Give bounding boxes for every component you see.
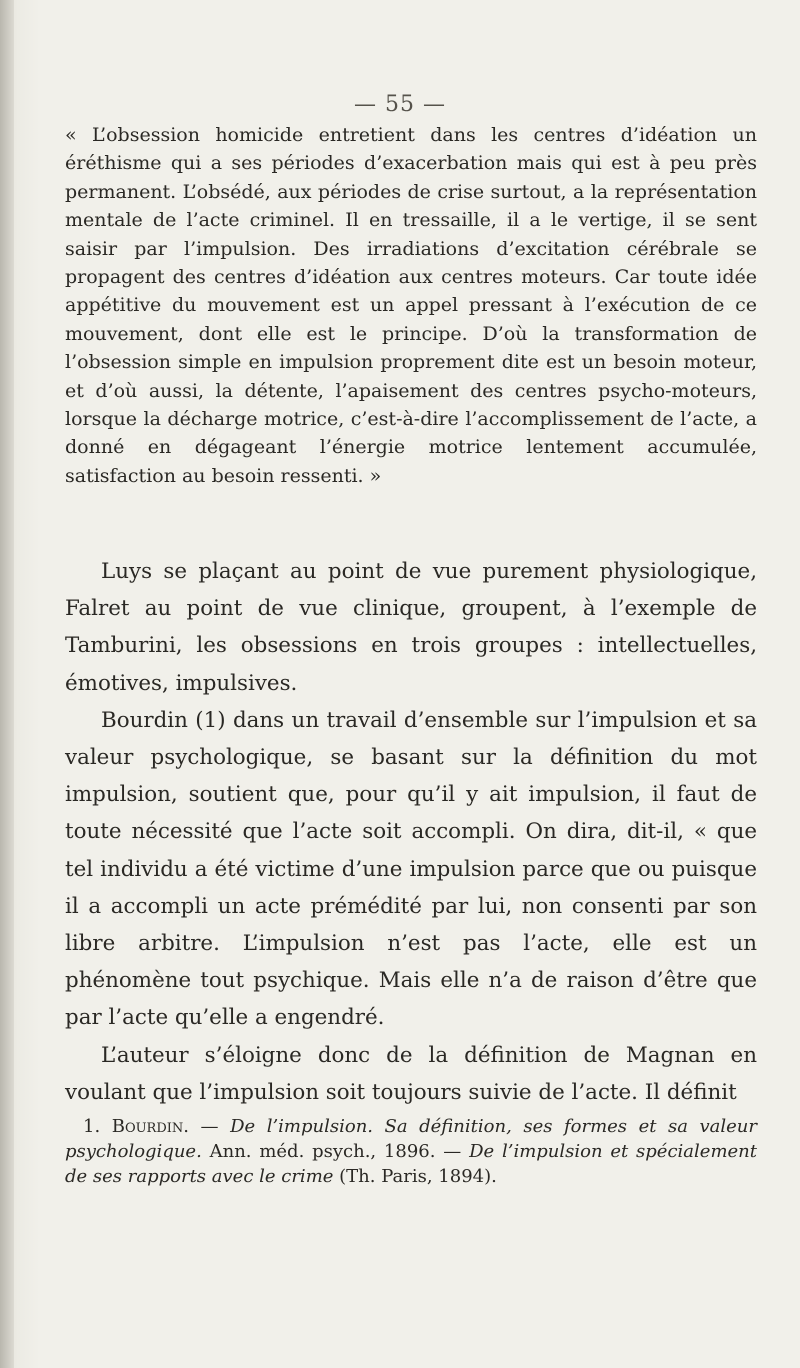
footnote-author: Bourdin. bbox=[111, 1116, 190, 1137]
footnote-title-2: De l’impulsion et spécialement de ses rapports avec le crime bbox=[65, 1140, 757, 1187]
paragraph-luys: Luys se plaçant au point de vue purement physiologique, Falret au point de vue clinique, groupent, à l’exemple de Tamburini, les obsessions en trois groupes : intellectuelles, émotives, impulsives. bbox=[65, 559, 757, 696]
footnote-publication-2: (Th. Paris, 1894). bbox=[333, 1165, 497, 1187]
main-text bbox=[65, 553, 757, 1111]
quote-text: « L’obsession homicide entretient dans les centres d’idéation un éréthisme qui a ses périodes d’exacerbation mais qui est à peu près permanent. L’obsédé, aux périodes de crise surtout, a la représentation mentale de l’acte criminel. Il en tressaille, il a le vertige, il se sent saisir par l’impulsion. Des irradiations d’excitation cérébrale se propagent des centres d’idéation aux centres moteurs. Car toute idée appétitive du mouvement est un appel pressant à l’exécution de ce mouvement, dont elle est le principe. D’où la transformation de l’obsession simple en impulsion proprement dite est un besoin moteur, et d’où aussi, la détente, l’apaisement des centres psycho-moteurs, lorsque la décharge motrice, c’est-à-dire l’accomplissement de l’acte, a donné en dégageant l’énergie motrice lentement accumulée, satisfaction au besoin ressenti. » bbox=[65, 124, 757, 487]
paragraph-bourdin: Bourdin (1) dans un travail d’ensemble sur l’impulsion et sa valeur psychologique, se basant sur la définition du mot impulsion, soutient que, pour qu’il y ait impulsion, il faut de toute nécessité que l’acte soit accompli. On dira, dit-il, « que tel individu a été victime d’une impulsion parce que ou puisque il a accompli un acte prémédité par lui, non consenti par son libre arbitre. L’impulsion n’est pas l’acte, elle est un phénomène tout psychique. Mais elle n’a de raison d’être que par l’acte qu’elle a engendré. bbox=[65, 707, 757, 1031]
book-spine-shadow bbox=[0, 0, 14, 1368]
footnote-publication-1: Ann. méd. psych., 1896. bbox=[201, 1140, 436, 1162]
paragraph-auteur: L’auteur s’éloigne donc de la définition de Magnan en voulant que l’impulsion soit toujours suivie de l’acte. Il définit bbox=[65, 1042, 757, 1105]
footnote-dash-2: — bbox=[435, 1140, 470, 1162]
quoted-passage bbox=[65, 121, 757, 490]
footnote-number: 1. bbox=[83, 1116, 101, 1137]
page-number: — 55 — bbox=[354, 92, 446, 117]
footnote-dash-1: — bbox=[189, 1116, 231, 1137]
footnote bbox=[65, 1115, 757, 1189]
footnote-title-1: De l’impulsion. Sa définition, ses formes et sa valeur psychologique. bbox=[65, 1116, 757, 1162]
